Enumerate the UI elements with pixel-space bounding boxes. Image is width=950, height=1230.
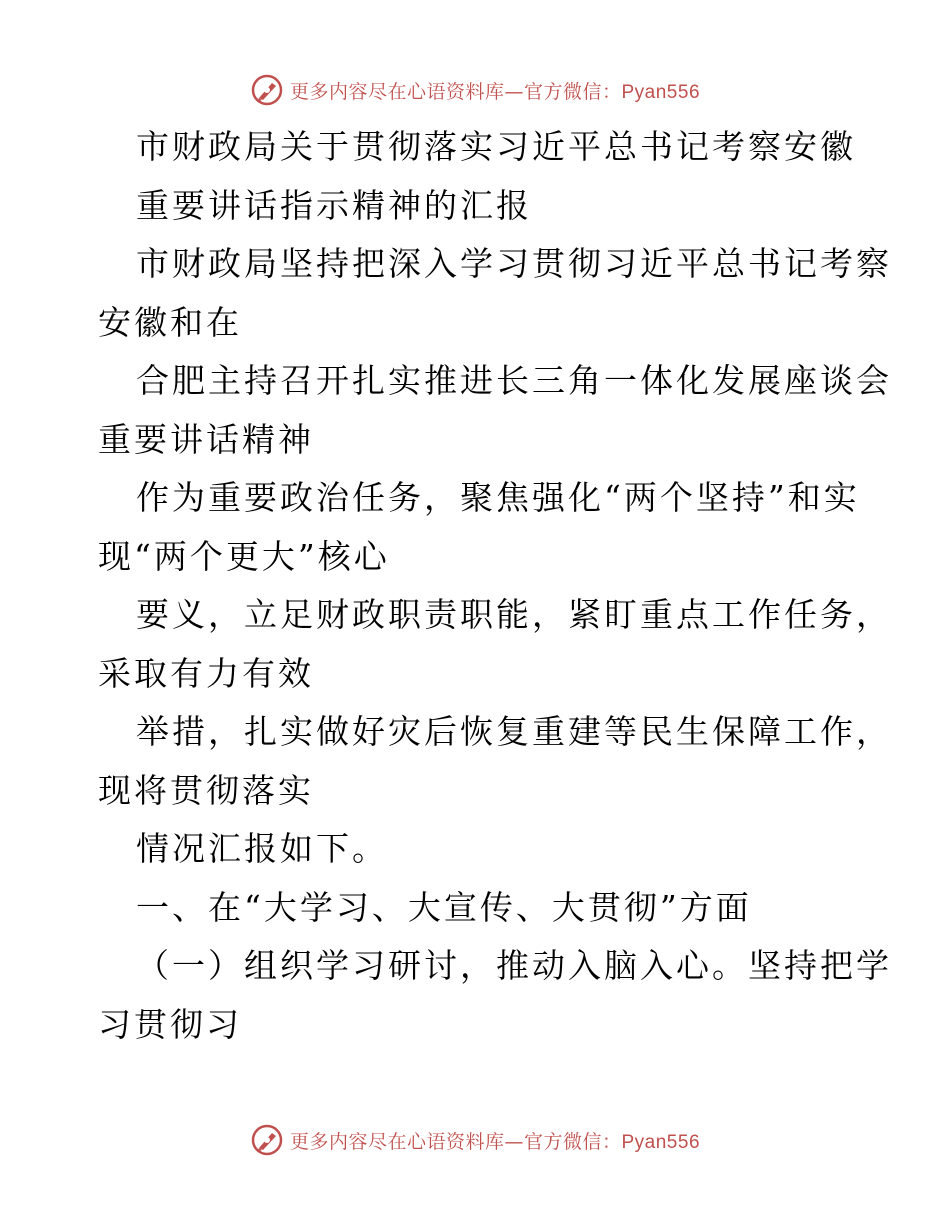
text-line: 习贯彻习 [98, 1004, 242, 1044]
watermark-text: 更多内容尽在心语资料库—官方微信：Pyan556 [289, 1130, 701, 1153]
watermark-header [0, 70, 950, 110]
text-line: 要义，立足财政职责职能，紧盯重点工作任务， [136, 595, 892, 634]
watermark-text: 更多内容尽在心语资料库—官方微信：Pyan556 [289, 80, 701, 103]
pen-logo-icon [250, 73, 284, 107]
text-line: 市财政局坚持把深入学习贯彻习近平总书记考察 [136, 244, 892, 283]
text-line: 合肥主持召开扎实推进长三角一体化发展座谈会 [136, 361, 892, 400]
watermark-footer [0, 1120, 950, 1160]
text-line: 采取有力有效 [98, 653, 314, 693]
pen-logo-icon [250, 1123, 284, 1157]
text-line: 作为重要政治任务，聚焦强化“两个坚持”和实 [136, 478, 860, 517]
text-line: 安徽和在 [98, 302, 242, 342]
text-line: 情况汇报如下。 [136, 829, 388, 868]
text-line: 现将贯彻落实 [98, 770, 314, 810]
text-line: 现“两个更大”核心 [98, 536, 390, 576]
text-line: 举措，扎实做好灾后恢复重建等民生保障工作， [136, 712, 892, 751]
text-line: 重要讲话精神 [98, 419, 314, 459]
text-line: 重要讲话指示精神的汇报 [136, 185, 532, 225]
text-line: 市财政局关于贯彻落实习近平总书记考察安徽 [136, 127, 856, 166]
document-body [98, 118, 892, 1054]
section-heading: 一、在“大学习、大宣传、大贯彻”方面 [136, 887, 752, 927]
text-line: （一）组织学习研讨，推动入脑入心。坚持把学 [136, 946, 892, 985]
